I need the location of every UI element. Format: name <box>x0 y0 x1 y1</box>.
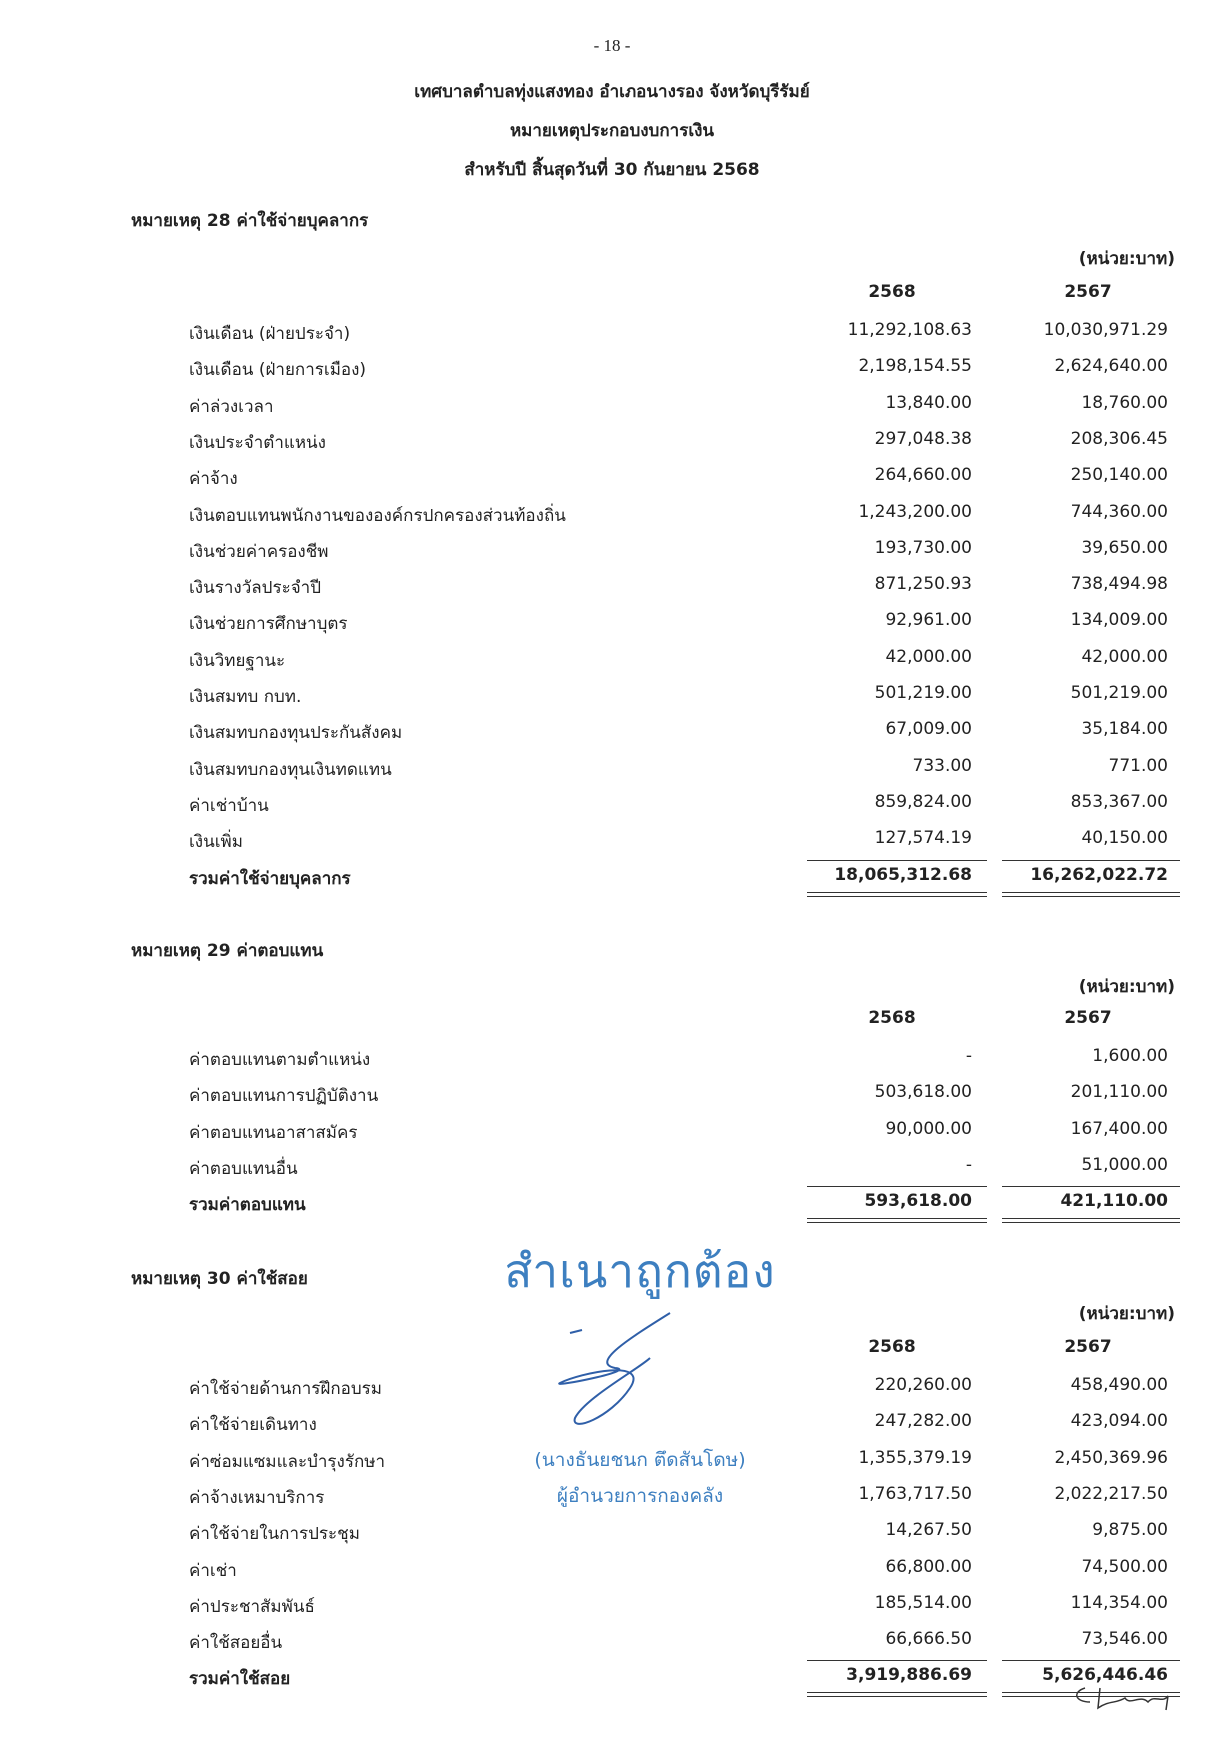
row-label: เงินเดือน (ฝ่ายประจำ) <box>189 324 351 344</box>
value-2568: 66,800.00 <box>885 1556 972 1577</box>
value-2568: 1,243,200.00 <box>858 501 972 522</box>
table-row <box>0 719 1224 749</box>
row-label: ค่าใช้สอยอื่น <box>189 1633 283 1654</box>
total-double-line <box>1002 1218 1180 1223</box>
value-2568: 871,250.93 <box>874 574 972 595</box>
period: สำหรับปี สิ้นสุดวันที่ 30 กันยายน 2568 <box>464 160 760 180</box>
row-label: เงินสมทบกองทุนประกันสังคม <box>189 723 403 744</box>
value-2567: 73,546.00 <box>1081 1629 1168 1650</box>
note-title: หมายเหตุ 30 ค่าใช้สอย <box>131 1269 308 1289</box>
table-row <box>0 1082 1224 1112</box>
value-2567: 35,184.00 <box>1081 719 1168 740</box>
value-2567: 208,306.45 <box>1070 428 1168 449</box>
value-2568: 859,824.00 <box>874 791 972 812</box>
table-row <box>0 538 1224 568</box>
year-column-2568: 2568 <box>868 282 916 302</box>
row-label: ค่าล่วงเวลา <box>189 396 274 417</box>
table-row <box>0 756 1224 786</box>
value-2567: 42,000.00 <box>1081 646 1168 667</box>
value-2568: 14,267.50 <box>885 1520 972 1541</box>
table-row <box>0 1520 1224 1550</box>
value-2567: 18,760.00 <box>1081 392 1168 413</box>
year-column-2568: 2568 <box>868 1337 916 1357</box>
note-title: หมายเหตุ 28 ค่าใช้จ่ายบุคลากร <box>131 211 369 231</box>
total-2568: 593,618.00 <box>864 1191 972 1212</box>
value-2568: 185,514.00 <box>874 1592 972 1613</box>
value-2567: 2,450,369.96 <box>1054 1447 1168 1468</box>
value-2568: 67,009.00 <box>885 719 972 740</box>
subtotal-line <box>807 1660 987 1661</box>
value-2568: 11,292,108.63 <box>847 320 972 340</box>
table-row <box>0 1557 1224 1587</box>
row-label: เงินรางวัลประจำปี <box>189 578 322 599</box>
row-label: ค่าจ้าง <box>189 469 238 490</box>
value-2567: 423,094.00 <box>1070 1411 1168 1432</box>
unit-label: (หน่วย:บาท) <box>1078 1304 1175 1324</box>
table-row <box>0 320 1224 350</box>
value-2568: 503,618.00 <box>874 1082 972 1103</box>
value-2568: 193,730.00 <box>874 537 972 558</box>
table-row <box>0 574 1224 604</box>
total-double-line <box>807 1692 987 1697</box>
stamp-title: สำเนาถูกต้อง <box>504 1244 776 1298</box>
value-2567: 250,140.00 <box>1070 465 1168 486</box>
value-2568: 13,840.00 <box>885 392 972 413</box>
row-label: ค่าเช่าบ้าน <box>189 795 269 816</box>
row-label: ค่าใช้จ่ายเดินทาง <box>189 1415 317 1436</box>
value-2568: 1,355,379.19 <box>858 1447 972 1468</box>
value-2567: 744,360.00 <box>1070 501 1168 522</box>
row-label: ค่าประชาสัมพันธ์ <box>189 1596 315 1617</box>
total-2567: 421,110.00 <box>1060 1191 1168 1212</box>
signer-name: (นางธันยชนก ตึดสันโดษ) <box>534 1449 746 1471</box>
value-2567: 458,490.00 <box>1070 1375 1168 1395</box>
row-label: เงินช่วยการศึกษาบุตร <box>189 614 348 635</box>
total-2567: 16,262,022.72 <box>1030 864 1168 885</box>
value-2568: 501,219.00 <box>874 683 972 703</box>
value-2568: 733.00 <box>912 755 972 776</box>
value-2567: 2,624,640.00 <box>1054 356 1168 377</box>
total-label: รวมค่าตอบแทน <box>189 1195 306 1216</box>
value-2567: 74,500.00 <box>1081 1556 1168 1577</box>
value-2567: 9,875.00 <box>1092 1520 1168 1541</box>
row-label: ค่าตอบแทนการปฏิบัติงาน <box>189 1086 379 1107</box>
row-label: ค่าตอบแทนอาสาสมัคร <box>189 1122 358 1143</box>
table-row <box>0 1046 1224 1076</box>
value-2568: 42,000.00 <box>885 646 972 667</box>
row-label: ค่าใช้จ่ายในการประชุม <box>189 1524 360 1545</box>
row-label: เงินตอบแทนพนักงานขององค์กรปกครองส่วนท้องถิ่น <box>189 505 566 526</box>
value-2568: - <box>965 1154 972 1175</box>
value-2567: 167,400.00 <box>1070 1118 1168 1139</box>
total-double-line <box>1002 892 1180 897</box>
value-2568: 90,000.00 <box>885 1118 972 1139</box>
year-column-2567: 2567 <box>1064 1008 1112 1028</box>
value-2567: 10,030,971.29 <box>1043 320 1168 340</box>
value-2568: 220,260.00 <box>874 1375 972 1395</box>
value-2568: 247,282.00 <box>874 1411 972 1432</box>
value-2568: 1,763,717.50 <box>858 1483 972 1504</box>
table-row <box>0 393 1224 423</box>
table-row <box>0 647 1224 677</box>
total-row <box>0 1191 1224 1221</box>
table-row <box>0 1593 1224 1623</box>
value-2568: 264,660.00 <box>874 465 972 486</box>
initials-icon <box>1070 1680 1180 1716</box>
signer-position: ผู้อำนวยการกองคลัง <box>556 1485 724 1507</box>
value-2567: 39,650.00 <box>1081 537 1168 558</box>
row-label: ค่าเช่า <box>189 1560 237 1581</box>
table-row <box>0 502 1224 532</box>
year-column-2568: 2568 <box>868 1008 916 1028</box>
value-2568: 297,048.38 <box>874 428 972 449</box>
value-2567: 853,367.00 <box>1070 791 1168 812</box>
row-label: ค่าตอบแทนอื่น <box>189 1158 298 1179</box>
subtotal-line <box>1002 1660 1180 1661</box>
total-2567: 5,626,446.46 <box>1042 1665 1168 1686</box>
subtotal-line <box>1002 1186 1180 1187</box>
certified-copy-stamp <box>500 1235 780 1511</box>
total-2568: 3,919,886.69 <box>846 1665 972 1686</box>
subtotal-line <box>807 1186 987 1187</box>
value-2567: 738,494.98 <box>1070 574 1168 595</box>
row-label: เงินเดือน (ฝ่ายการเมือง) <box>189 360 367 381</box>
row-label: เงินเพิ่ม <box>189 832 243 853</box>
signature-icon <box>530 1308 730 1438</box>
org-name: เทศบาลตำบลทุ่งแสงทอง อำเภอนางรอง จังหวัดบุรีรัมย์ <box>414 82 810 102</box>
unit-label: (หน่วย:บาท) <box>1078 249 1175 269</box>
value-2567: 771.00 <box>1108 755 1168 776</box>
value-2567: 51,000.00 <box>1081 1154 1168 1175</box>
year-column-2567: 2567 <box>1064 282 1112 302</box>
row-label: เงินวิทยฐานะ <box>189 650 286 671</box>
row-label: เงินสมทบ กบท. <box>189 687 302 707</box>
total-double-line <box>807 1218 987 1223</box>
page-number: - 18 - <box>593 36 631 55</box>
value-2568: 127,574.19 <box>874 828 972 849</box>
value-2567: 134,009.00 <box>1070 610 1168 631</box>
value-2567: 1,600.00 <box>1092 1046 1168 1066</box>
row-label: เงินสมทบกองทุนเงินทดแทน <box>189 759 392 780</box>
table-row <box>0 1155 1224 1185</box>
total-double-line <box>807 892 987 897</box>
document-title: หมายเหตุประกอบงบการเงิน <box>509 121 715 141</box>
table-row <box>0 828 1224 858</box>
row-label: ค่าซ่อมแซมและบำรุงรักษา <box>189 1451 386 1472</box>
value-2568: 92,961.00 <box>885 610 972 631</box>
total-label: รวมค่าใช้สอย <box>189 1669 291 1690</box>
value-2567: 114,354.00 <box>1070 1592 1168 1613</box>
table-row <box>0 465 1224 495</box>
note-title: หมายเหตุ 29 ค่าตอบแทน <box>131 941 324 961</box>
table-row <box>0 1629 1224 1659</box>
row-label: ค่าใช้จ่ายด้านการฝึกอบรม <box>189 1379 382 1399</box>
table-row <box>0 792 1224 822</box>
table-row <box>0 610 1224 640</box>
value-2567: 2,022,217.50 <box>1054 1483 1168 1504</box>
table-row <box>0 683 1224 713</box>
total-row <box>0 1665 1224 1695</box>
value-2567: 40,150.00 <box>1081 828 1168 849</box>
table-row <box>0 429 1224 459</box>
unit-label: (หน่วย:บาท) <box>1078 977 1175 997</box>
subtotal-line <box>1002 860 1180 861</box>
total-2568: 18,065,312.68 <box>834 864 972 885</box>
year-column-2567: 2567 <box>1064 1337 1112 1357</box>
value-2567: 501,219.00 <box>1070 683 1168 703</box>
table-row <box>0 356 1224 386</box>
total-label: รวมค่าใช้จ่ายบุคลากร <box>189 868 351 889</box>
value-2568: - <box>965 1046 972 1066</box>
row-label: ค่าจ้างเหมาบริการ <box>189 1487 325 1508</box>
row-label: ค่าตอบแทนตามตำแหน่ง <box>189 1050 371 1070</box>
subtotal-line <box>807 860 987 861</box>
value-2568: 2,198,154.55 <box>858 356 972 377</box>
row-label: เงินช่วยค่าครองชีพ <box>189 541 329 562</box>
value-2567: 201,110.00 <box>1070 1082 1168 1103</box>
value-2568: 66,666.50 <box>885 1629 972 1650</box>
total-row <box>0 865 1224 895</box>
row-label: เงินประจำตำแหน่ง <box>189 432 326 453</box>
table-row <box>0 1119 1224 1149</box>
